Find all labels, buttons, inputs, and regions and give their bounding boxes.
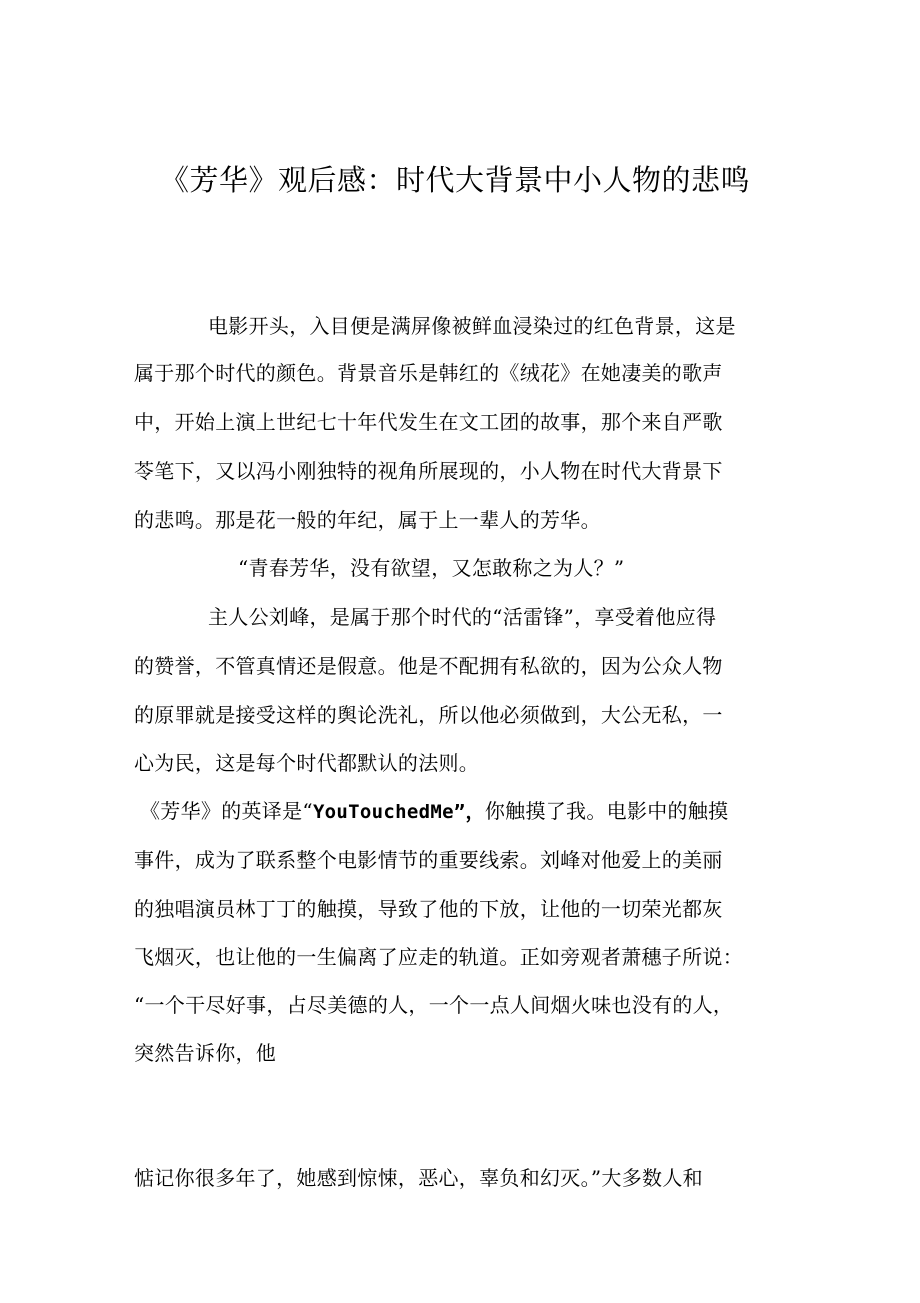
paragraph-line: 苓笔下，又以冯小刚独特的视角所展现的，小人物在时代大背景下 [134, 459, 723, 483]
paragraph-line: “一个干尽好事，占尽美德的人，一个一点人间烟火味也没有的人， [134, 993, 734, 1017]
quote-line: “青春芳华，没有欲望，又怎敢称之为人？” [238, 556, 625, 580]
paragraph-line: 的独唱演员林丁丁的触摸，导致了他的下放，让他的一切荣光都灰 [134, 897, 723, 921]
paragraph-line: 飞烟灭，也让他的一生偏离了应走的轨道。正如旁观者萧穗子所说： [134, 945, 743, 969]
paragraph-line: 的原罪就是接受这样的舆论洗礼，所以他必须做到，大公无私，一 [134, 703, 723, 727]
paragraph-line: 中，开始上演上世纪七十年代发生在文工团的故事，那个来自严歌 [134, 410, 723, 434]
paragraph-line: 惦记你很多年了，她感到惊悚，恶心，辜负和幻灭。”大多数人和 [134, 1166, 703, 1190]
paragraph-line [140, 796, 728, 827]
paragraph-text: 《芳华》的英译是“ [140, 799, 313, 823]
page-title: 《芳华》观后感：时代大背景中小人物的悲鸣 [159, 163, 750, 197]
paragraph-line: 心为民，这是每个时代都默认的法则。 [134, 751, 480, 775]
paragraph-line: 事件，成为了联系整个电影情节的重要线索。刘峰对他爱上的美丽 [134, 848, 723, 872]
english-title: YouTouchedMe”， [312, 801, 485, 823]
paragraph-line: 突然告诉你，他 [134, 1041, 277, 1065]
paragraph-line: 主人公刘峰，是属于那个时代的“活雷锋”，享受着他应得 [208, 605, 717, 629]
paragraph-line: 属于那个时代的颜色。背景音乐是韩红的《绒花》在她凄美的歌声 [134, 361, 723, 385]
paragraph-line: 的赞誉，不管真情还是假意。他是不配拥有私欲的，因为公众人物 [134, 654, 723, 678]
paragraph-text: 你触摸了我。电影中的触摸 [484, 799, 729, 823]
paragraph-line: 的悲鸣。那是花一般的年纪，属于上一辈人的芳华。 [134, 508, 601, 532]
paragraph-line: 电影开头，入目便是满屏像被鲜血浸染过的红色背景，这是 [208, 314, 736, 338]
